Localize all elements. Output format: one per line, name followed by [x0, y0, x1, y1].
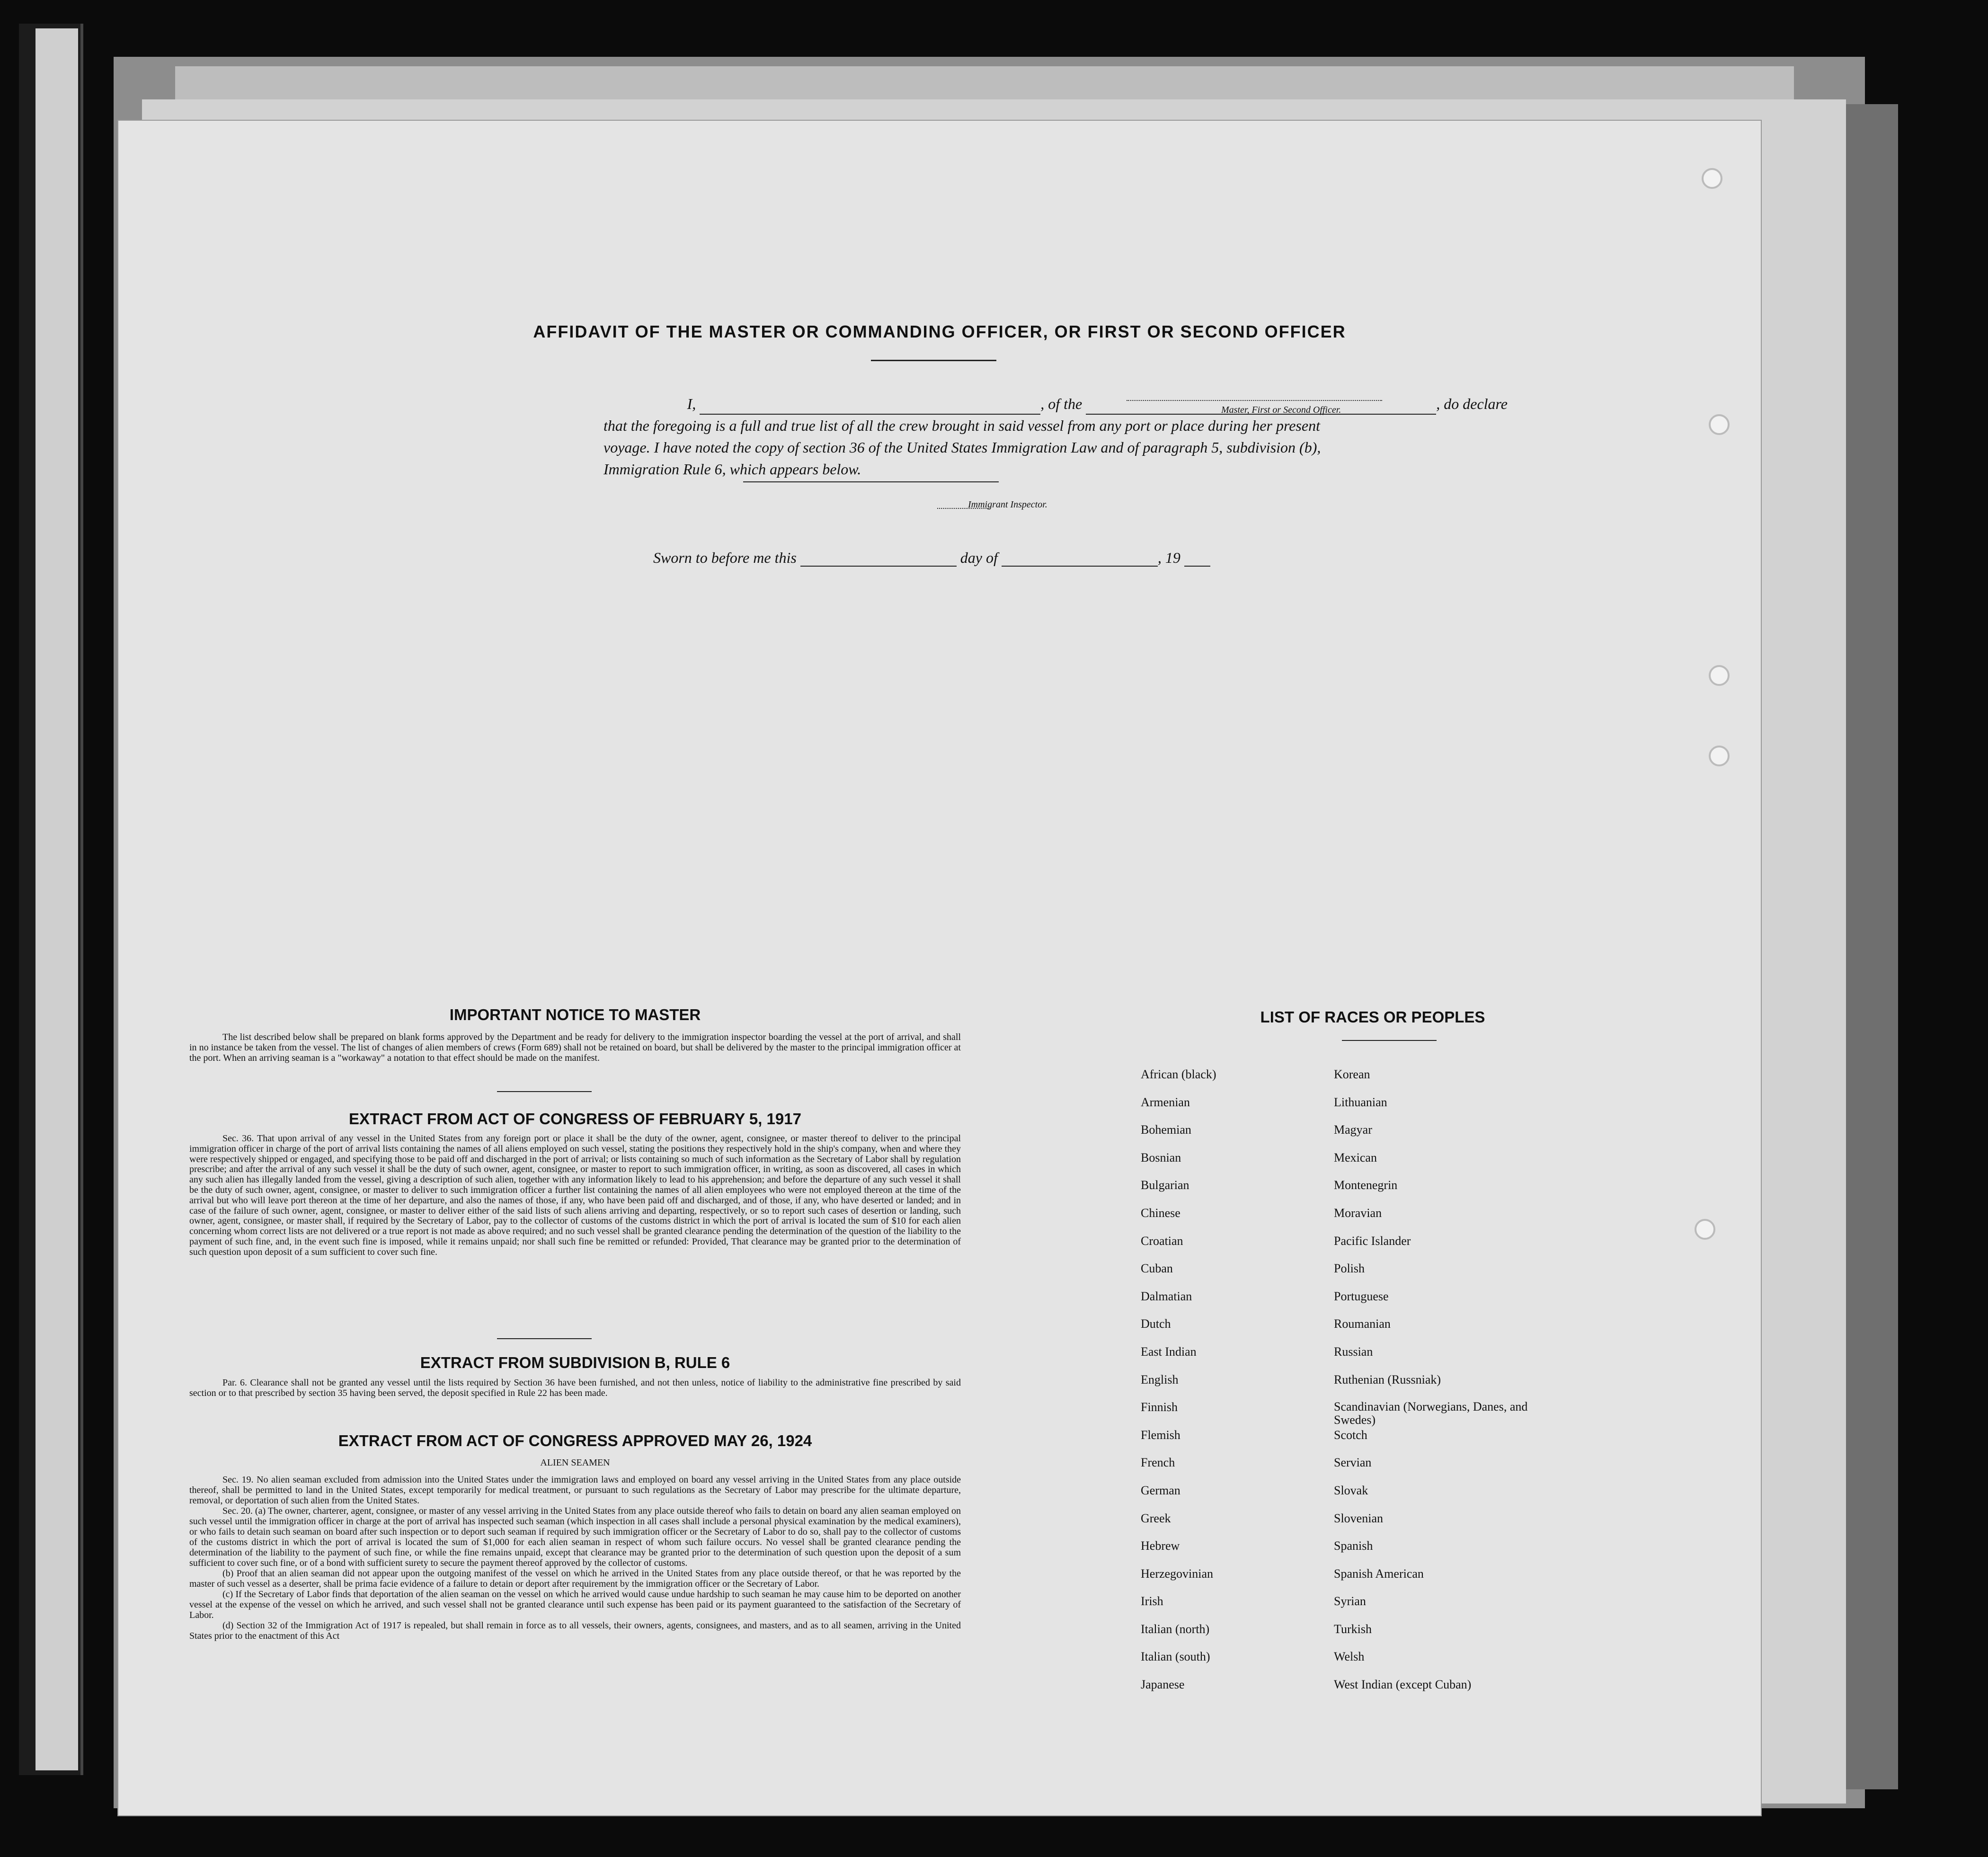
races-left-column: [1141, 1067, 1330, 1706]
title-divider: [871, 360, 996, 361]
race-item: Turkish: [1334, 1622, 1372, 1636]
affidavit-line-2: that the foregoing is a full and true list of all the crew brought in said vessel from any port or place during her present: [604, 417, 1320, 434]
page-title: AFFIDAVIT OF THE MASTER OR COMMANDING OFFICER, OR FIRST OR SECOND OFFICER: [533, 322, 1346, 341]
month-blank: [1002, 551, 1158, 567]
race-item: English: [1141, 1372, 1179, 1386]
sec-20c-text: (c) If the Secretary of Labor finds that deportation of the alien seaman on the vessel on which he arrived would cause undue hardship to such seaman he may cause him to be deported on another vessel at the expense of the vessel on which he arrived, and such vessel shall not be granted clearance until such expense has been paid or its payment guaranteed to the satisfaction of the Secretary of Labor.: [189, 1589, 961, 1620]
race-item: Hebrew: [1141, 1539, 1180, 1553]
sworn-line: [653, 549, 1210, 567]
race-item: Bohemian: [1141, 1123, 1191, 1137]
section-divider: [497, 1338, 592, 1339]
race-item: Russian: [1334, 1344, 1373, 1359]
race-item: Cuban: [1141, 1262, 1173, 1276]
race-item: Lithuanian: [1334, 1095, 1387, 1109]
signature-caption: Master, First or Second Officer.: [1221, 405, 1341, 415]
race-item: Mexican: [1334, 1150, 1377, 1164]
affidavit-line-3: voyage. I have noted the copy of section 36 of the United States Immigration Law and of paragraph 5, subdivision (b),: [604, 439, 1321, 456]
affidavit-of-the: , of the: [1040, 395, 1083, 412]
race-item: Spanish: [1334, 1539, 1373, 1553]
race-item: Flemish: [1141, 1428, 1180, 1442]
race-item: Armenian: [1141, 1095, 1190, 1109]
race-item: Welsh: [1334, 1650, 1365, 1664]
race-item: Dutch: [1141, 1317, 1171, 1331]
binder-paper-edge: [36, 28, 78, 1770]
race-item: West Indian (except Cuban): [1334, 1678, 1472, 1692]
inspector-caption: Immigrant Inspector.: [968, 499, 1047, 510]
punch-hole: [1709, 414, 1730, 435]
race-item: Irish: [1141, 1594, 1163, 1608]
race-item: Finnish: [1141, 1400, 1178, 1414]
race-item: Syrian: [1334, 1594, 1366, 1608]
race-item: Korean: [1334, 1067, 1370, 1081]
punch-hole: [1709, 665, 1730, 686]
name-blank: [700, 400, 1040, 415]
notice-heading: IMPORTANT NOTICE TO MASTER: [449, 1006, 701, 1023]
race-item: Montenegrin: [1334, 1178, 1398, 1192]
affidavit-i: I,: [687, 395, 696, 412]
race-item: African (black): [1141, 1067, 1216, 1081]
race-item: East Indian: [1141, 1344, 1197, 1359]
race-item: Moravian: [1334, 1206, 1382, 1220]
race-item: French: [1141, 1456, 1175, 1470]
races-divider: [1342, 1040, 1437, 1041]
race-item: Bulgarian: [1141, 1178, 1189, 1192]
year-blank: [1184, 551, 1210, 567]
sec-19-text: Sec. 19. No alien seaman excluded from admission into the United States under the immigration laws and employed on board any vessel arriving in the United States from any place outside thereof, shall be permitted to land in the United States, except temporarily for medical treatment, or pursuant to such regulations as the Secretary of Labor may prescribe for the ultimate departure, removal, or deportation of such alien from the United States.: [189, 1475, 961, 1506]
punch-hole: [1695, 1219, 1715, 1240]
race-item: Scandinavian (Norwegians, Danes, and Swedes): [1334, 1400, 1528, 1427]
race-item: Scotch: [1334, 1428, 1367, 1442]
affidavit-line-4: Immigration Rule 6, which appears below.: [604, 461, 861, 478]
signature-line: [1127, 400, 1382, 402]
document-page: [118, 121, 1761, 1815]
day-blank: [800, 551, 957, 567]
extract-rule6-body: Par. 6. Clearance shall not be granted any vessel until the lists required by Section 36 have been furnished, and not then unless, notice of liability to the administrative fine prescribed by said section or to that prescribed by section 35 having been served, the deposit specified in Rule 22 has been made.: [189, 1377, 961, 1398]
sworn-day-of: day of: [960, 549, 998, 566]
race-item: Pacific Islander: [1334, 1234, 1411, 1248]
race-item: Magyar: [1334, 1123, 1372, 1137]
race-item: Roumanian: [1334, 1317, 1391, 1331]
race-item: Slovak: [1334, 1483, 1368, 1497]
race-item: Spanish American: [1334, 1566, 1424, 1581]
race-item: Dalmatian: [1141, 1289, 1192, 1303]
section-divider: [497, 1091, 592, 1092]
race-item: Slovenian: [1334, 1511, 1383, 1525]
races-right-column: [1334, 1067, 1533, 1706]
race-item: Greek: [1141, 1511, 1171, 1525]
extract-1924-body: [189, 1475, 961, 1641]
race-item: Bosnian: [1141, 1150, 1181, 1164]
sec-20a-text: Sec. 20. (a) The owner, charterer, agent, consignee, or master of any vessel arriving in the United States from any place outside thereof who fails to detain on board any alien seaman employed on such vessel until the immigration officer in charge at the port of arrival has inspected such seaman (which inspection in all cases shall include a personal physical examination by the medical examiners), or who fails to detain such seaman on board after such inspection or to deport such seaman if required by such immigration officer or the Secretary of Labor to do so, shall pay to the collector of customs of the customs district in which the port of arrival is located the sum of $1,000 for each alien seaman in respect of whom such failure occurs. No vessel shall be granted clearance pending the determination of the liability to the payment of such fine, or while the fine remains unpaid, except that clearance may be granted prior to the determination of such question upon the deposit of a sum sufficient to cover such fine, or of a bond with sufficient surety to secure the payment thereof approved by the collector of customs.: [189, 1506, 961, 1568]
race-item: Chinese: [1141, 1206, 1180, 1220]
inspector-signature-line: [743, 481, 999, 482]
race-item: Herzegovinian: [1141, 1566, 1214, 1581]
race-item: Polish: [1334, 1262, 1365, 1276]
race-item: Croatian: [1141, 1234, 1183, 1248]
sworn-year: , 19: [1157, 549, 1180, 566]
race-item: Servian: [1334, 1456, 1372, 1470]
race-item: Portuguese: [1334, 1289, 1389, 1303]
race-item: Italian (north): [1141, 1622, 1210, 1636]
sec-20b-text: (b) Proof that an alien seaman did not appear upon the outgoing manifest of the vessel on which he arrived in the United States from any place outside thereof, or that he was reported by the master of such vessel as a deserter, shall be prima facie evidence of a failure to detain or deport after requirement by the immigration officer or the Secretary of Labor.: [189, 1568, 961, 1589]
extract-1917-body: Sec. 36. That upon arrival of any vessel in the United States from any foreign port or place it shall be the duty of the owner, agent, consignee, or master thereof to deliver to the principal immigration officer in charge of the port of arrival lists containing the names of all aliens employed on such vessel, stating the positions they respectively hold in the ship's company, when and where they were respectively shipped or engaged, and specifying those to be paid off and discharged in the port of arrival; or lists containing so much of such information as the Secretary of Labor shall by regulation prescribe; and after the arrival of any such vessel it shall be the duty of such owner, agent, consignee, or master to report to such immigration officer, in writing, as soon as discovered, all cases in which any such alien has illegally landed from the vessel, giving a description of such alien, together with any information likely to lead to his apprehension; and before the departure of any such vessel it shall be the duty of such owner, agent, consignee, or master to deliver to such immigration officer a further list containing the names of all alien employees who were not employed thereon at the time of the arrival but who will leave port thereon at the time of her departure, and also the names of those, if any, who have been paid off and discharged, and of those, if any, who have deserted or landed; and in case of the failure of such owner, agent, consignee, or master to deliver either of the said lists of such aliens arriving and departing, respectively, or so to report such cases of desertion or landing, such owner, agent, consignee, or master shall, if required by the Secretary of Labor, pay to the collector of customs of the customs district in which the port of arrival is located the sum of $10 for each alien concerning whom correct lists are not delivered or a true report is not made as above required; and no such vessel shall be granted clearance pending the determination of the question of the liability to the payment of such fine, and, in the event such fine is imposed, while it remains unpaid; nor shall such fine be remitted or refunded: Provided, That clearance may be granted prior to the determination of such question upon deposit of a sum sufficient to cover such fine.: [189, 1133, 961, 1257]
race-item: Ruthenian (Russniak): [1334, 1372, 1441, 1386]
race-item: Italian (south): [1141, 1650, 1210, 1664]
affidavit-declare: , do declare: [1436, 395, 1508, 412]
punch-hole: [1709, 746, 1730, 766]
notice-body: The list described below shall be prepared on blank forms approved by the Department and be ready for delivery to the immigration inspector boarding the vessel at the port of arrival, and shall in no instance be taken from the vessel. The list of changes of alien members of crews (Form 689) shall not be retained on board, but shall be delivered by the master to the principal immigration officer at the port. When an arriving seaman is a "workaway" a notation to that effect should be made on the manifest.: [189, 1032, 961, 1063]
extract-1924-heading: EXTRACT FROM ACT OF CONGRESS APPROVED MAY 26, 1924: [338, 1432, 812, 1449]
punch-hole: [1702, 168, 1722, 189]
extract-1917-heading: EXTRACT FROM ACT OF CONGRESS OF FEBRUARY 5, 1917: [349, 1110, 801, 1128]
sworn-start: Sworn to before me this: [653, 549, 797, 566]
races-heading: LIST OF RACES OR PEOPLES: [1260, 1008, 1485, 1026]
race-item: Japanese: [1141, 1678, 1185, 1692]
sec-20d-text: (d) Section 32 of the Immigration Act of 1917 is repealed, but shall remain in force as to all vessels, their owners, agents, consignees, and masters, and as to all seamen, arriving in the United States prior to the enactment of this Act: [189, 1620, 961, 1641]
extract-1924-subheading: ALIEN SEAMEN: [540, 1457, 610, 1468]
race-item: German: [1141, 1483, 1180, 1497]
extract-rule6-heading: EXTRACT FROM SUBDIVISION B, RULE 6: [420, 1354, 730, 1371]
